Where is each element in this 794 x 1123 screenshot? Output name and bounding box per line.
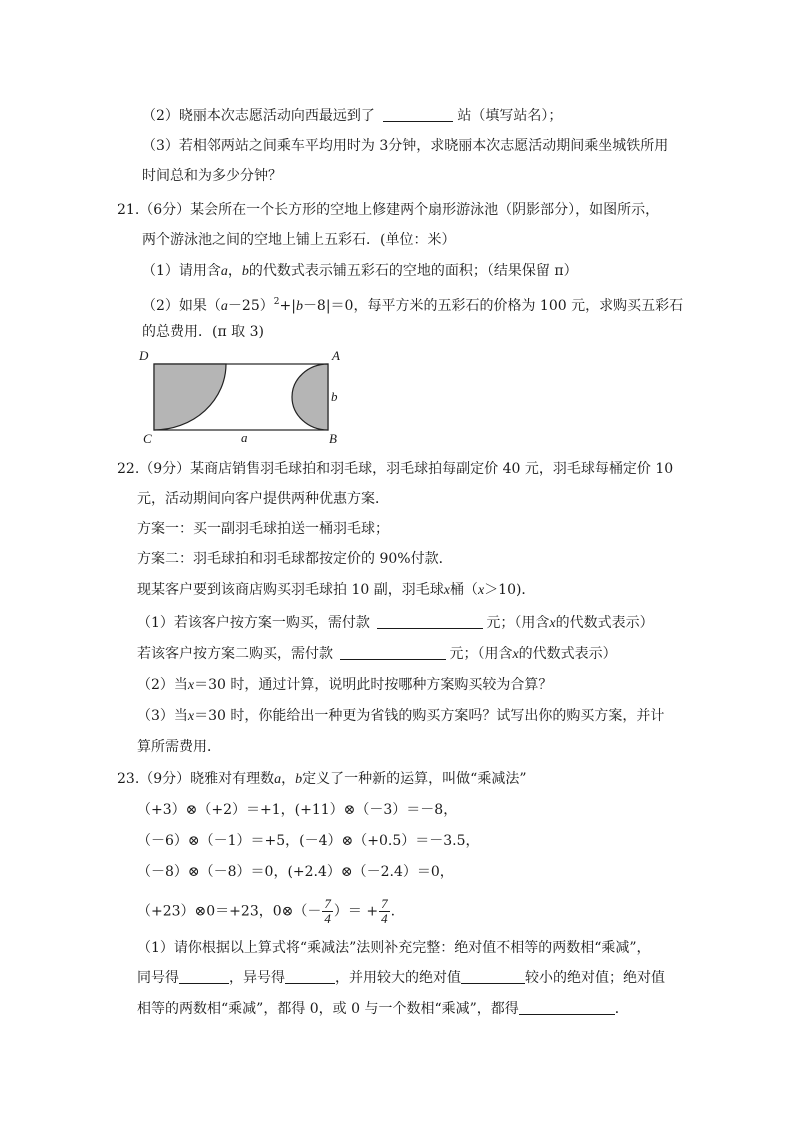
q22-heading: 22.（9分）某商店销售羽毛球拍和羽毛球，羽毛球拍每副定价 40 元，羽毛球每桶定价 10 [117,461,674,477]
answer-blank [461,969,525,984]
q23-equation-2: （－6）⊗（－1）＝+5，(－4）⊗（+0.5）＝－3.5， [137,833,480,849]
q20-part3-line1: （3）若相邻两站之间乘车平均用时为 3分钟，求晓丽本次志愿活动期间乘坐城铁所用 [142,138,669,154]
q22-plan1: 方案一：买一副羽毛球拍送一桶羽毛球； [137,521,389,537]
q22-plan2: 方案二：羽毛球拍和羽毛球都按定价的 90%付款． [137,551,453,567]
q20-part3-line2: 时间总和为多少分钟？ [142,168,282,184]
fraction: $\frac{7}{4}$ [381,896,388,926]
answer-blank [340,645,446,660]
q21-heading: 21.（6分）某会所在一个长方形的空地上修建两个扇形游泳池（阴影部分），如图所示， [117,202,660,218]
fraction: $\frac{7}{4}$ [324,896,331,926]
answer-blank [285,969,335,984]
label-a: a [241,430,248,445]
answer-blank [519,1000,615,1015]
answer-blank [377,614,483,629]
q21-part2: （2）如果$(a-25)^2+|b-8|=0$，每平方米的五彩石的价格为 100 元，求购买五彩石 [142,297,684,314]
label-C: C [143,431,152,446]
q23-equation-3: （－8）⊗（－8）＝0，(+2.4）⊗（－2.4）＝0， [137,864,454,880]
pool-diagram [130,344,360,448]
q22-part1a: （1）若该客户按方案一购买，需付款 元；（用含x的代数式表示） [137,615,654,631]
q22-part3-line2: 算所需费用． [137,739,221,755]
q21-part1: （1）请用含a，b的代数式表示铺五彩石的空地的面积；（结果保留 π） [142,263,578,279]
q23-part1-line1: （1）请你根据以上算式将“乘减法”法则补充完整：绝对值不相等的两数相“乘减”， [137,940,651,956]
answer-blank [179,969,229,984]
label-D: D [139,348,149,363]
q23-part1-line3: 相等的两数相“乘减”，都得 0，或 0 与一个数相“乘减”，都得 ． [137,1001,629,1017]
q23-part1-line2: 同号得 ，异号得 ，并用较大的绝对值 较小的绝对值；绝对值 [137,970,665,986]
q23-equation-4: （+23）⊗0＝+23，0⊗（－ $\frac{7}{4}$ ）＝ + $\frac{7}{4}$ . [137,896,396,926]
q20-part2: （2）晓丽本次志愿活动向西最远到了 站（填写站名）； [142,108,563,124]
q22-line2: 元，活动期间向客户提供两种优惠方案． [137,491,389,507]
q23-heading: 23.（9分）晓雅对有理数a，b定义了一种新的运算，叫做“乘减法” [117,771,527,787]
label-A: A [332,348,340,363]
q23-equation-1: （+3）⊗（+2）＝+1，(+11）⊗（－3）＝－8， [137,802,458,818]
q22-part3: （3）当x＝30 时，你能给出一种更为省钱的购买方案吗？试写出你的购买方案，并计 [137,708,665,724]
label-B: B [329,431,337,446]
answer-blank [383,107,453,122]
q22-part1b: 若该客户按方案二购买，需付款 元；（用含x的代数式表示） [137,646,617,662]
q21-line2: 两个游泳池之间的空地上铺上五彩石．(单位：米） [142,232,456,248]
label-b: b [331,389,338,404]
q21-part2-line2: 的总费用．(π 取 3) [142,324,264,340]
q22-purchase: 现某客户要到该商店购买羽毛球拍 10 副，羽毛球x桶（x＞10)． [137,582,536,598]
q22-part2: （2）当x＝30 时，通过计算，说明此时按哪种方案购买较为合算？ [137,677,553,693]
